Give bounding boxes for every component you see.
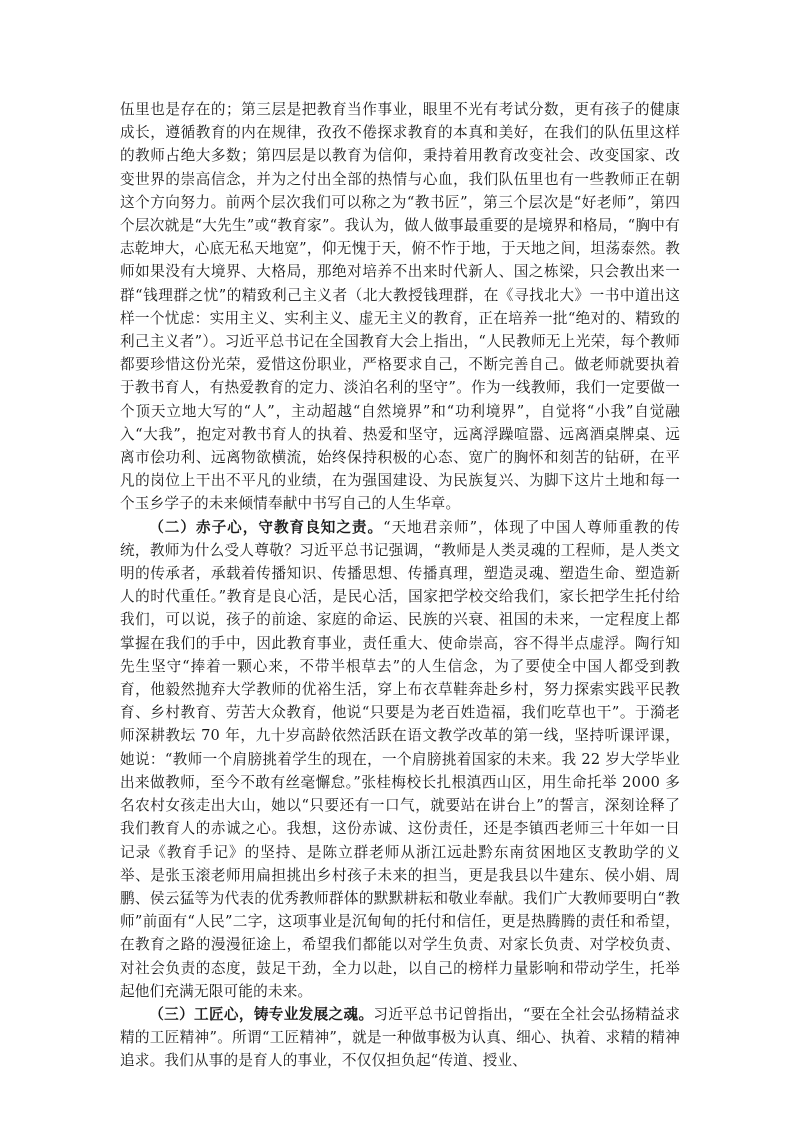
section-heading-2: （二）赤子心，守教育良知之责。: [149, 518, 384, 536]
paragraph-3-text: 习近平总书记曾指出，“要在全社会弘扬精益求精的工匠精神”。所谓“工匠精神”，就是一种做事极为认真、细心、执着、求精的精神追求。我们从事的是育人的事业，不仅仅担负起“传道、授业、: [120, 1005, 680, 1070]
paragraph-2-text: “天地君亲师”，体现了中国人尊师重教的传统，教师为什么受人尊敬？习近平总书记强调，“教师是人类灵魂的工程师，是人类文明的传承者，承载着传播知识、传播思想、传播真理，塑造灵魂、塑造生命、塑造新人的时代重任。”教育是良心活，是民心活，国家把学校交给我们，家长把学生托付给我们，可以说，孩子的前途、家庭的命运、民族的兴衰、祖国的未来，一定程度上都掌握在我们的手中，因此教育事业，责任重大、使命崇高，容不得半点虚浮。陶行知先生坚守“捧着一颗心来，不带半根草去”的人生信念，为了要使全中国人都受到教育，他毅然抛弃大学教师的优裕生活，穿上布衣草鞋奔赴乡村，努力探索实践平民教育、乡村教育、劳苦大众教育，他说“只要是为老百姓造福，我们吃草也干”。于漪老师深耕教坛 70 年，九十岁高龄依然活跃在语文教学改革的第一线，坚持听课评课，她说：“教师一个肩膀挑着学生的现在，一个肩膀挑着国家的未来。我 22 岁大学毕业出来做教师，至今不敢有丝毫懈怠。”张桂梅校长扎根滇西山区，用生命托举 2000 多名农村女孩走出大山，她以“只要还有一口气，就要站在讲台上”的誓言，深刻诠释了我们教育人的赤诚之心。我想，这份赤诚、这份责任，还是李镇西老师三十年如一日记录《教育手记》的坚持、是陈立群老师从浙江远赴黔东南贫困地区支教助学的义举、是张玉滚老师用扁担挑出乡村孩子未来的担当，更是我县以牛建东、侯小娟、周鹏、侯云猛等为代表的优秀教师群体的默默耕耘和敬业奉献。我们广大教师要明白“教师”前面有“人民”二字，这项事业是沉甸甸的托付和信任，更是热腾腾的责任和希望，在教育之路的漫漫征途上，希望我们都能以对学生负责、对家长负责、对学校负责、对社会负责的态度，鼓足干劲，全力以赴，以自己的榜样力量影响和带动学生，托举起他们充满无限可能的未来。: [120, 518, 680, 1000]
document-page: [120, 98, 680, 1073]
paragraph-3: [120, 1003, 680, 1073]
paragraph-1-text: 伍里也是存在的；第三层是把教育当作事业，眼里不光有考试分数，更有孩子的健康成长，遵循教育的内在规律，孜孜不倦探求教育的本真和美好，在我们的队伍里这样的教师占绝大多数；第四层是以教育为信仰，秉持着用教育改变社会、改变国家、改变世界的崇高信念，并为之付出全部的热情与心血，我们队伍里也有一些教师正在朝这个方向努力。前两个层次我们可以称之为“教书匠”，第三个层次是“好老师”，第四个层次就是“大先生”或“教育家”。我认为，做人做事最重要的是境界和格局，“胸中有志乾坤大，心底无私天地宽”，仰无愧于天，俯不怍于地，于天地之间，坦荡泰然。教师如果没有大境界、大格局，那绝对培养不出来时代新人、国之栋梁，只会教出来一群“钱理群之忧”的精致利己主义者（北大教授钱理群，在《寻找北大》一书中道出这样一个忧虑：实用主义、实利主义、虚无主义的教育，正在培养一批“绝对的、精致的利己主义者”）。习近平总书记在全国教育大会上指出，“人民教师无上光荣，每个教师都要珍惜这份光荣，爱惜这份职业，严格要求自己，不断完善自己。做老师就要执着于教书育人，有热爱教育的定力、淡泊名利的坚守”。作为一线教师，我们一定要做一个顶天立地大写的“人”，主动超越“自然境界”和“功利境界”，自觉将“小我”自觉融入“大我”，抱定对教书育人的执着、热爱和坚守，远离浮躁喧嚣、远离酒桌牌桌、远离市侩功利、远离物欲横流，始终保持积极的心态、宽广的胸怀和刻苦的钻研，在平凡的岗位上干出不平凡的业绩，在为强国建设、为民族复兴、为脚下这片土地和每一个玉乡学子的未来倾情奉献中书写自己的人生华章。: [120, 101, 680, 513]
paragraph-1: [120, 98, 680, 516]
section-heading-3: （三）工匠心，铸专业发展之魂。: [149, 1005, 374, 1023]
paragraph-2: [120, 516, 680, 1003]
